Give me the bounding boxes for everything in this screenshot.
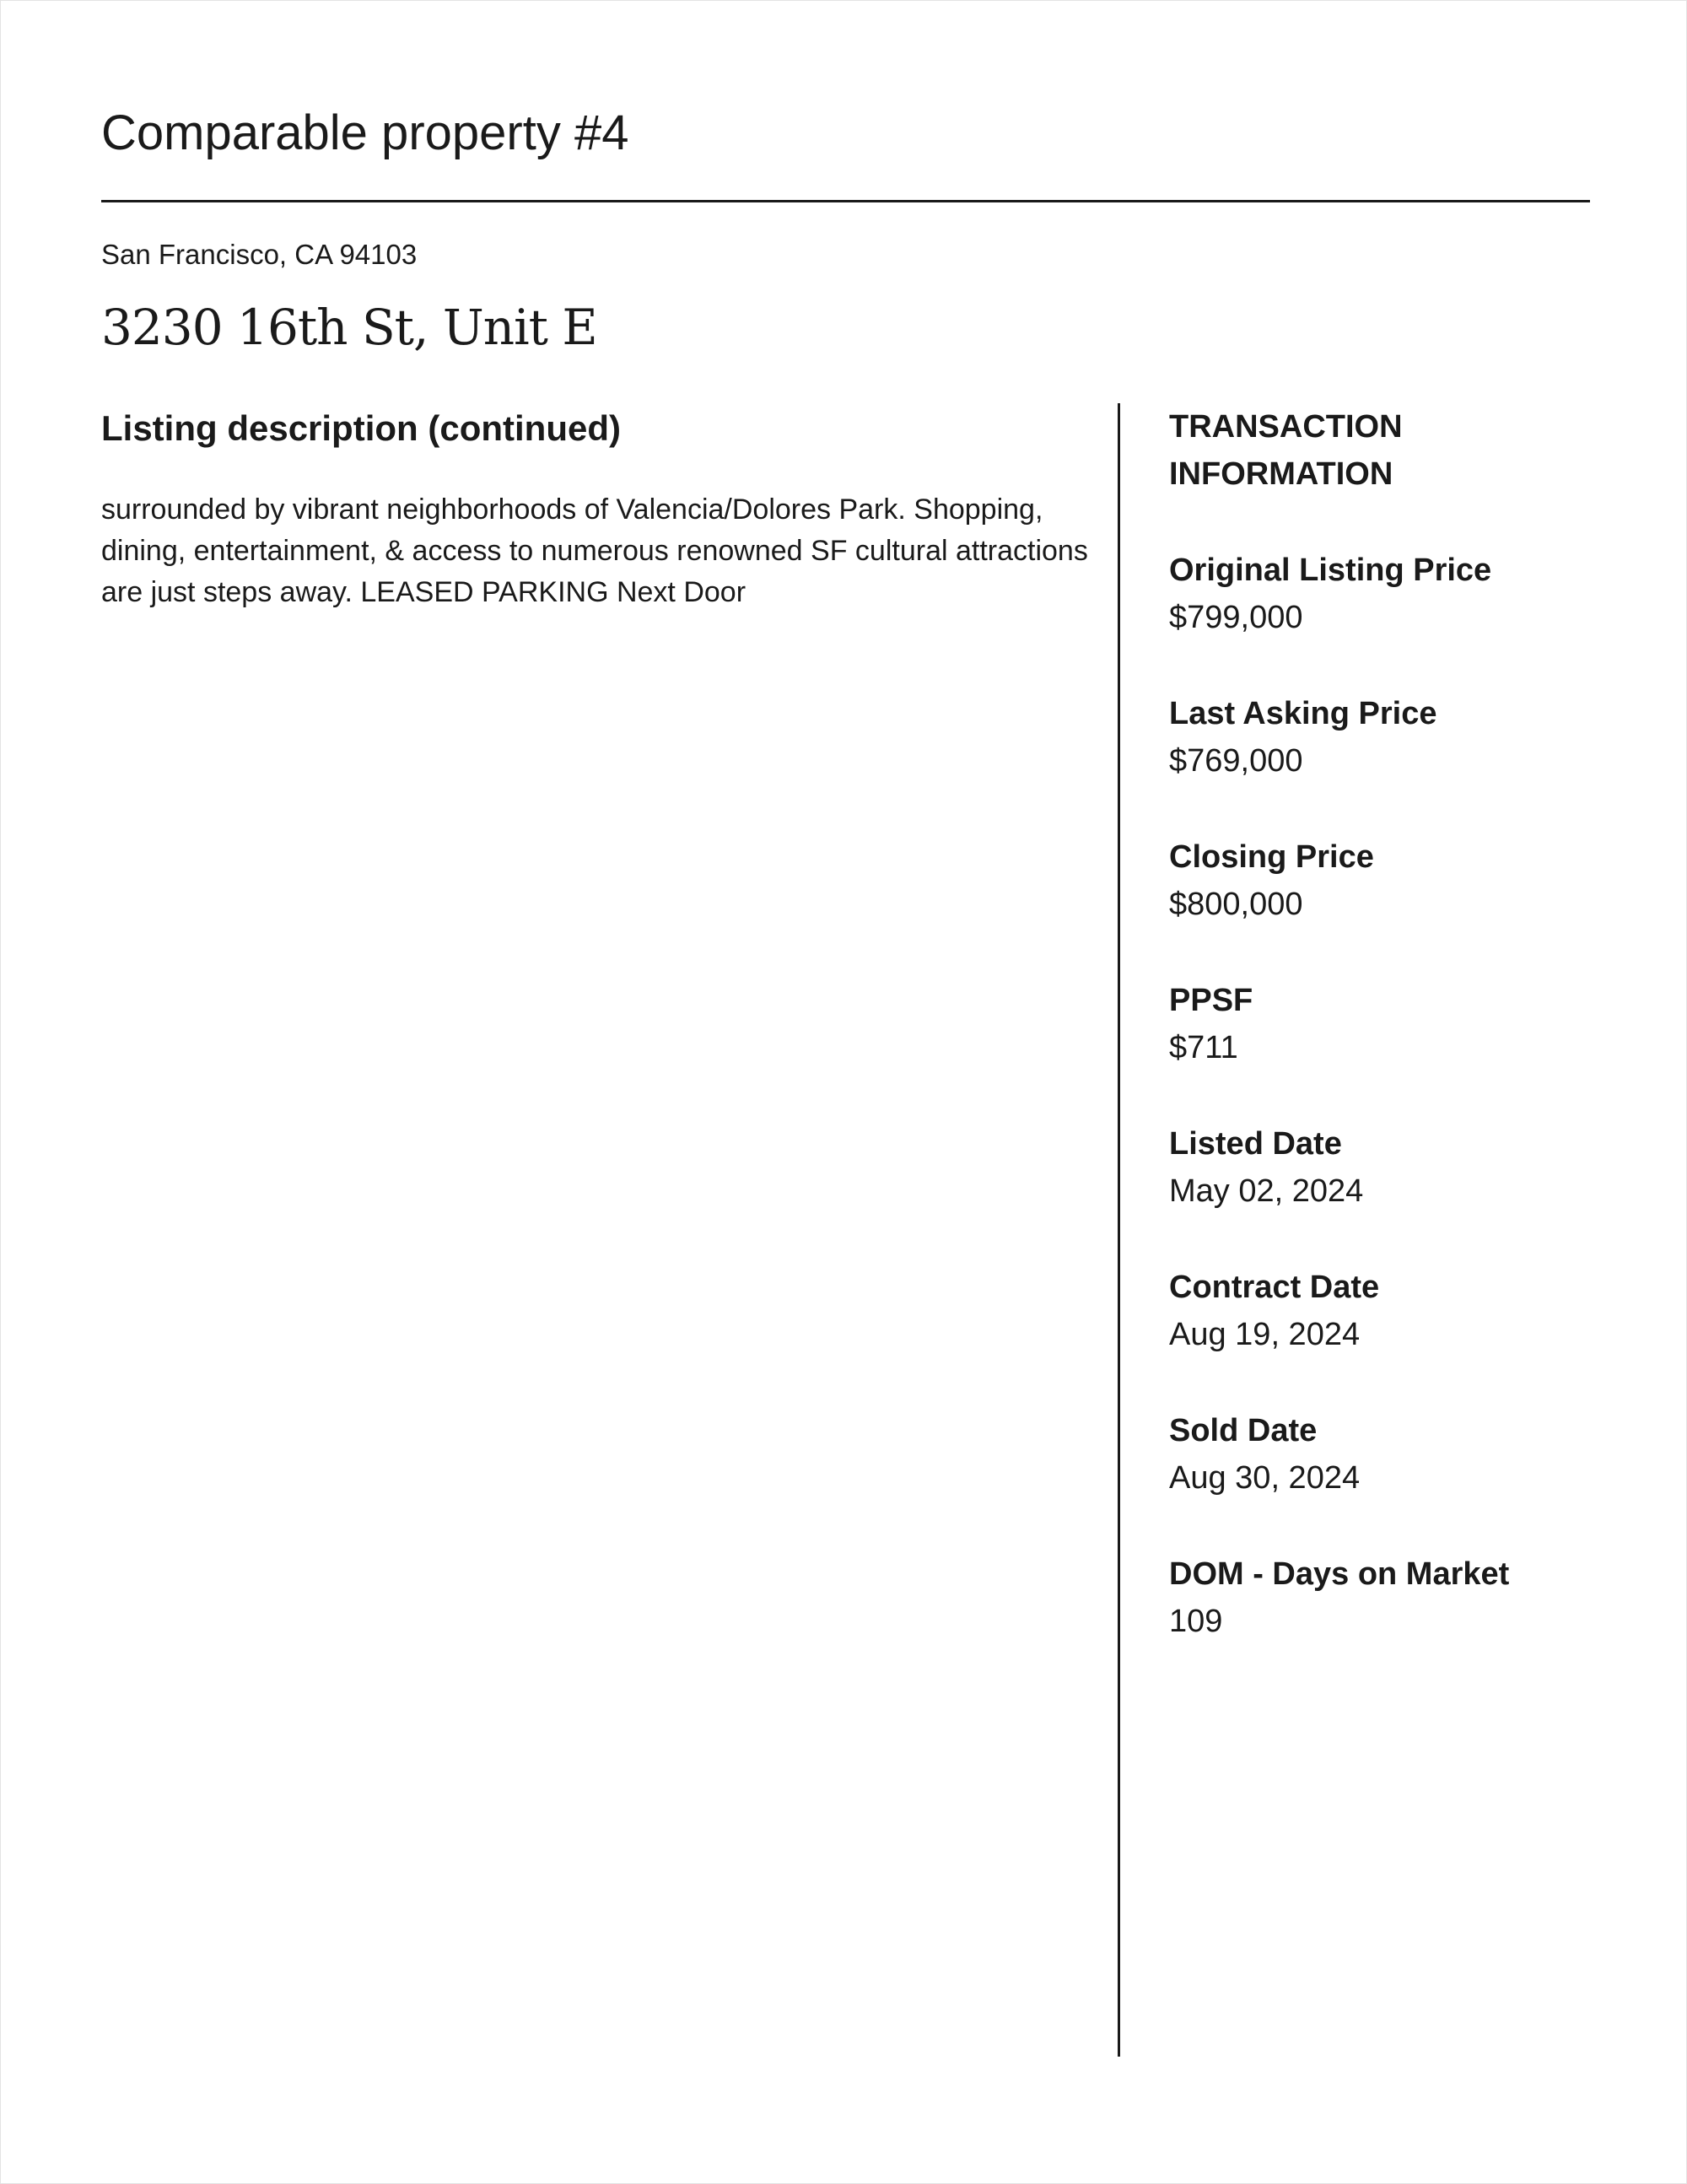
field-contract-date (1169, 1264, 1641, 1358)
field-value: Aug 19, 2024 (1169, 1317, 1361, 1352)
field-value: $800,000 (1169, 887, 1303, 922)
page-title: Comparable property #4 (101, 105, 629, 160)
listing-description-text: surrounded by vibrant neighborhoods of Valencia/Dolores Park. Shopping, dining, entertainment, & access to numerous renowned SF cultural attractions are just steps away. LEASED PARKING Next Door (101, 493, 1088, 608)
field-closing-price (1169, 833, 1641, 928)
field-value: $711 (1169, 1030, 1238, 1065)
title-divider (101, 200, 1590, 202)
field-last-asking-price (1169, 690, 1641, 785)
field-label: Contract Date (1169, 1270, 1380, 1305)
field-label: Sold Date (1169, 1413, 1318, 1448)
field-label: Last Asking Price (1169, 696, 1437, 731)
field-label: Listed Date (1169, 1126, 1342, 1162)
field-label: Original Listing Price (1169, 553, 1492, 588)
field-original-listing-price (1169, 547, 1641, 641)
field-value: $769,000 (1169, 743, 1303, 779)
field-label: DOM - Days on Market (1169, 1556, 1510, 1592)
field-listed-date (1169, 1120, 1641, 1215)
field-ppsf (1169, 977, 1641, 1071)
field-value: May 02, 2024 (1169, 1173, 1364, 1209)
field-days-on-market (1169, 1550, 1641, 1645)
city-state-zip: San Francisco, CA 94103 (101, 239, 418, 270)
column-divider (1118, 403, 1120, 2057)
field-value: 109 (1169, 1604, 1223, 1639)
field-value: Aug 30, 2024 (1169, 1460, 1361, 1496)
transaction-information-heading: TRANSACTION INFORMATION (1169, 409, 1403, 492)
field-label: PPSF (1169, 983, 1253, 1018)
field-value: $799,000 (1169, 600, 1303, 635)
field-label: Closing Price (1169, 839, 1374, 875)
transaction-information-panel (1169, 403, 1641, 1645)
field-sold-date (1169, 1407, 1641, 1502)
property-address: 3230 16th St, Unit E (101, 299, 597, 356)
listing-description-heading: Listing description (continued) (101, 408, 621, 448)
